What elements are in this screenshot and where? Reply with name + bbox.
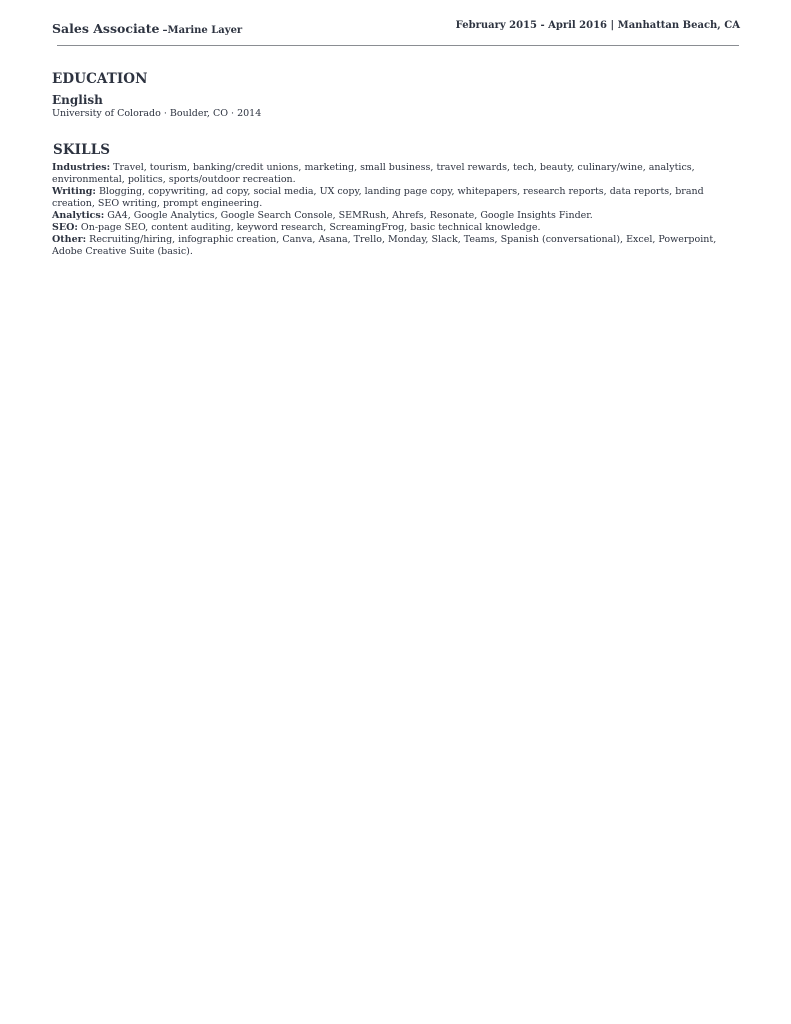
skill-text: GA4, Google Analytics, Google Search Console, SEMRush, Ahrefs, Resonate, Google Insights Finder.	[104, 210, 593, 221]
section-divider	[57, 45, 739, 46]
education-degree: English	[52, 93, 103, 107]
skill-label: Industries:	[52, 162, 111, 173]
skill-label: Analytics:	[52, 210, 105, 221]
education-school: University of Colorado · Boulder, CO · 2014	[52, 108, 262, 119]
job-title-line	[52, 18, 242, 37]
skill-item-industries	[52, 162, 742, 186]
skill-text: Blogging, copywriting, ad copy, social media, UX copy, landing page copy, whitepapers, research reports, data reports, brand creation, SEO writing, prompt engineering.	[52, 186, 704, 209]
skill-text: Recruiting/hiring, infographic creation, Canva, Asana, Trello, Monday, Slack, Teams, Spanish (conversational), Excel, Powerpoint, Adobe Creative Suite (basic).	[52, 234, 717, 257]
job-dash: –	[162, 25, 168, 36]
skill-text: Travel, tourism, banking/credit unions, marketing, small business, travel rewards, tech, beauty, culinary/wine, analytics, environmental, politics, sports/outdoor recreation.	[52, 162, 695, 185]
skill-text: On-page SEO, content auditing, keyword research, ScreamingFrog, basic technical knowledge.	[77, 222, 541, 233]
job-header	[52, 18, 740, 38]
skills-heading: SKILLS	[53, 142, 111, 158]
skill-label: Other:	[52, 234, 87, 245]
job-company: Marine Layer	[167, 25, 243, 36]
skills-list	[52, 162, 742, 258]
job-title: Sales Associate	[52, 21, 160, 36]
skill-label: SEO:	[52, 222, 78, 233]
education-heading: EDUCATION	[52, 71, 148, 87]
skill-item-writing	[52, 186, 742, 210]
skill-label: Writing:	[52, 186, 96, 197]
skill-item-other	[52, 234, 742, 258]
job-dates-location: February 2015 - April 2016 | Manhattan Beach, CA	[455, 20, 740, 31]
skill-item-seo	[52, 222, 742, 234]
skill-item-analytics	[52, 210, 742, 222]
